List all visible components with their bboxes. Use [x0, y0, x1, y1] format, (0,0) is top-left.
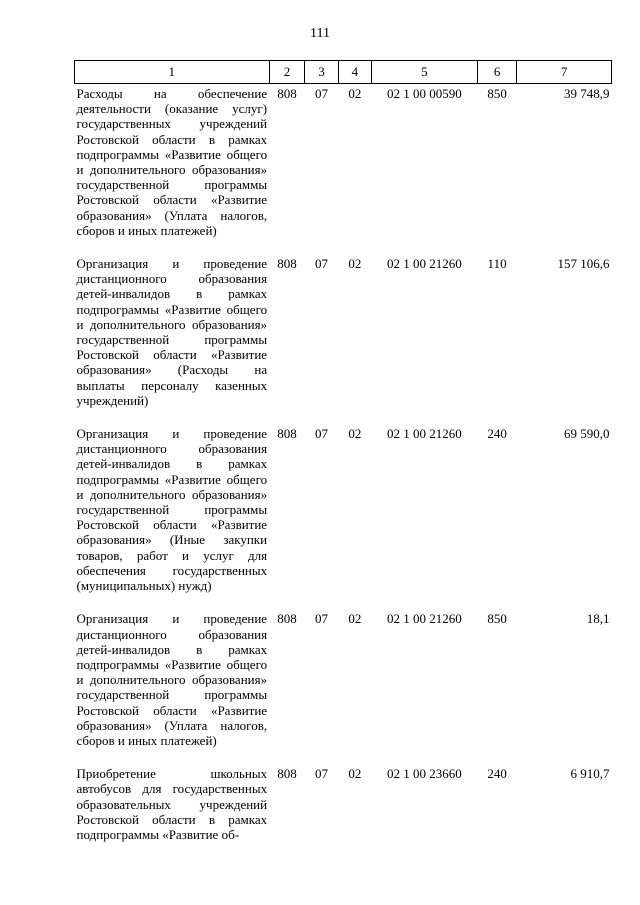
row-subsection-code: 02	[348, 256, 362, 272]
row-expense-type: 850	[487, 611, 507, 627]
row-description: Расходы на обеспечение деятельности (оказание услуг) государственных учреждений Ростовской области в рамках подпрограммы «Развитие общего и дополнительного образования» государственной программы Ростовской области «Развитие образования» (Уплата налогов, сборов и иных платежей)	[76, 86, 268, 238]
row-section-code: 07	[314, 256, 328, 272]
header-col-2: 2	[269, 61, 305, 84]
row-ministry-code: 808	[277, 611, 297, 627]
row-expense-type: 240	[487, 766, 507, 782]
row-section-code: 07	[314, 766, 328, 782]
row-ministry-code: 808	[277, 256, 297, 272]
row-target-code: 02 1 00 21260	[387, 256, 462, 272]
header-col-1: 1	[75, 61, 270, 84]
table-row	[75, 748, 612, 842]
row-description: Организация и проведение дистанционного образования детей-инвалидов в рамках подпрограммы «Развитие общего и дополнительного образования» государственной программы Ростовской области «Развитие образования» (Расходы на выплаты персоналу казенных учреждений)	[76, 256, 268, 408]
budget-table	[74, 60, 612, 842]
row-description: Приобретение школьных автобусов для государственных образовательных учреждений Ростовской области в рамках подпрограммы «Развитие об-	[76, 766, 268, 842]
row-amount: 157 106,6	[557, 256, 610, 272]
row-target-code: 02 1 00 21260	[387, 426, 462, 442]
row-amount: 39 748,9	[564, 86, 610, 101]
row-target-code: 02 1 00 00590	[387, 86, 462, 101]
row-ministry-code: 808	[277, 766, 297, 782]
row-description: Организация и проведение дистанционного образования детей-инвалидов в рамках подпрограммы «Развитие общего и дополнительного образования» государственной программы Ростовской области «Развитие образования» (Уплата налогов, сборов и иных платежей)	[76, 611, 268, 748]
row-subsection-code: 02	[348, 611, 362, 627]
row-amount: 18,1	[586, 611, 610, 627]
row-subsection-code: 02	[348, 426, 362, 442]
header-col-6: 6	[477, 61, 516, 84]
page-number: 111	[310, 26, 330, 41]
row-expense-type: 240	[487, 426, 507, 442]
row-ministry-code: 808	[277, 426, 297, 442]
row-subsection-code: 02	[348, 766, 362, 782]
row-section-code: 07	[314, 86, 328, 101]
row-section-code: 07	[314, 426, 328, 442]
row-ministry-code: 808	[277, 86, 297, 101]
table-row	[75, 238, 612, 408]
header-col-4: 4	[338, 61, 371, 84]
header-col-3: 3	[305, 61, 338, 84]
table-header-row	[75, 61, 612, 84]
row-target-code: 02 1 00 23660	[387, 766, 462, 782]
row-target-code: 02 1 00 21260	[387, 611, 462, 627]
table-row	[75, 408, 612, 593]
row-section-code: 07	[314, 611, 328, 627]
header-col-7: 7	[517, 61, 612, 84]
row-subsection-code: 02	[348, 86, 362, 101]
row-description: Организация и проведение дистанционного образования детей-инвалидов в рамках подпрограммы «Развитие общего и дополнительного образования» государственной программы Ростовской области «Развитие образования» (Иные закупки товаров, работ и услуг для обеспечения государственных (муниципальных) нужд)	[76, 426, 268, 594]
table-row	[75, 593, 612, 748]
header-col-5: 5	[371, 61, 477, 84]
row-expense-type: 850	[487, 86, 507, 101]
row-amount: 69 590,0	[564, 426, 610, 442]
row-expense-type: 110	[487, 256, 507, 272]
table-row	[75, 84, 612, 239]
row-amount: 6 910,7	[570, 766, 610, 782]
